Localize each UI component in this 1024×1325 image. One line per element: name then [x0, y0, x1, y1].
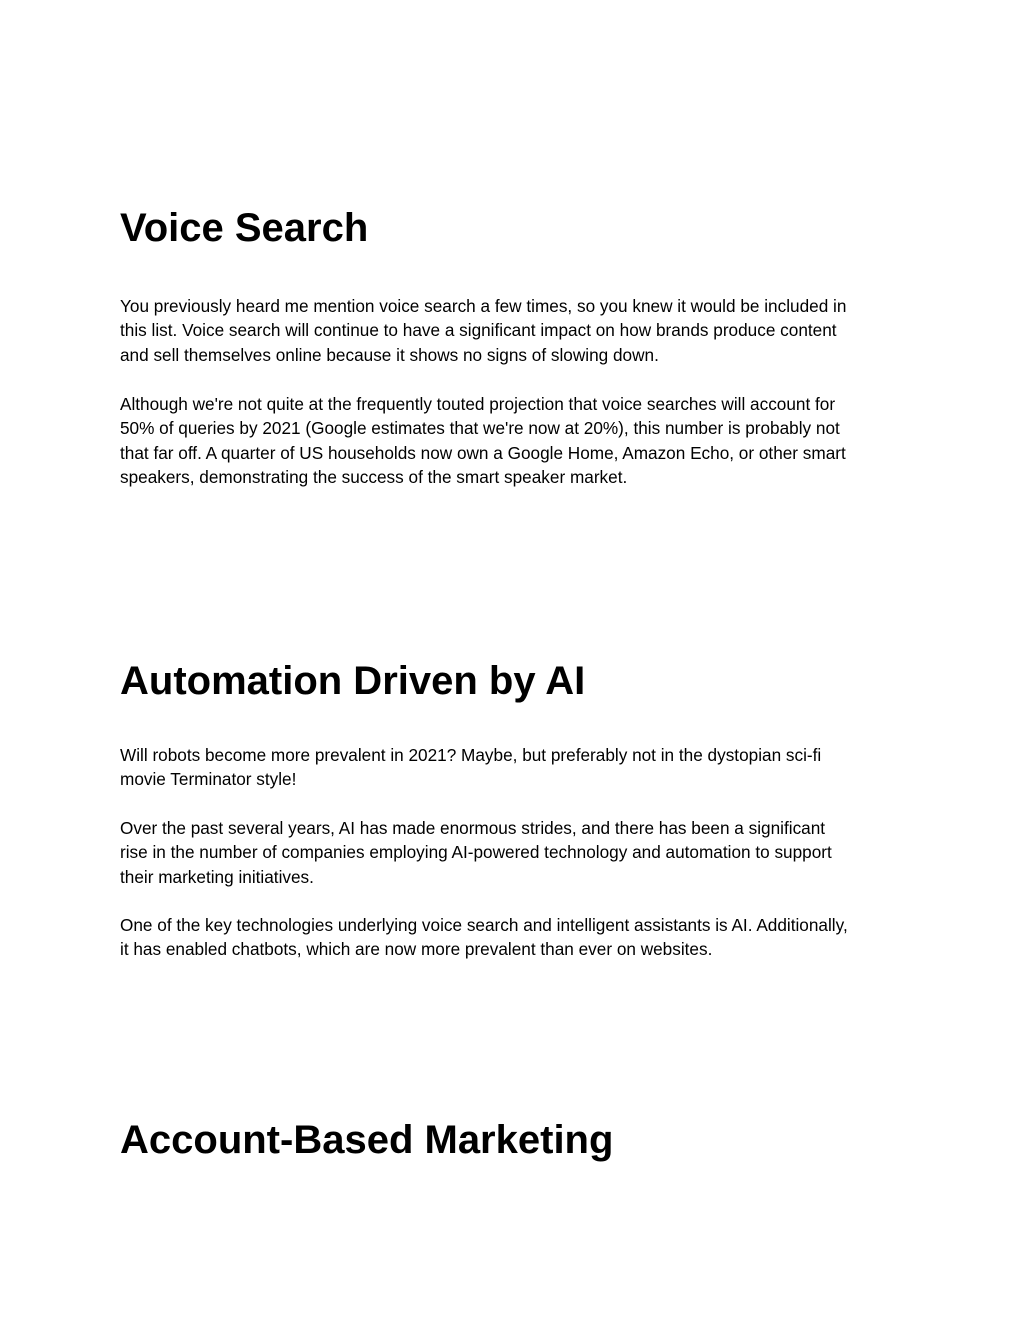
paragraph-voice-search-stats [120, 392, 910, 489]
text-line: Will robots become more prevalent in 2021? Maybe, but preferably not in the dystopian sci-fi [120, 745, 822, 765]
text-line: and sell themselves online because it shows no signs of slowing down. [120, 344, 659, 365]
text-line: 50% of queries by 2021 (Google estimates that we're now at 20%), this number is probably not [120, 418, 840, 439]
section-heading-ai-automation: Automation Driven by AI [120, 659, 586, 703]
text-line: it has enabled chatbots, which are now more prevalent than ever on websites. [120, 939, 713, 960]
text-line: rise in the number of companies employing AI-powered technology and automation to support [120, 842, 832, 863]
paragraph-ai-strides [120, 816, 910, 889]
text-line: speakers, demonstrating the success of the smart speaker market. [120, 466, 628, 487]
paragraph-ai-robots [120, 743, 910, 792]
paragraph-voice-search-intro [120, 294, 910, 367]
text-line: Although we're not quite at the frequently touted projection that voice searches will account for [120, 394, 836, 414]
paragraph-ai-chatbots [120, 913, 910, 962]
text-line: One of the key technologies underlying voice search and intelligent assistants is AI. Additionally, [120, 915, 848, 935]
section-heading-account-based-marketing: Account-Based Marketing [120, 1118, 614, 1162]
text-line: You previously heard me mention voice search a few times, so you knew it would be included in [120, 296, 847, 316]
text-line: that far off. A quarter of US households now own a Google Home, Amazon Echo, or other smart [120, 442, 846, 463]
text-line: this list. Voice search will continue to have a significant impact on how brands produce content [120, 320, 837, 341]
text-line: movie Terminator style! [120, 769, 297, 790]
text-line: Over the past several years, AI has made enormous strides, and there has been a significant [120, 818, 826, 838]
text-line: their marketing initiatives. [120, 866, 314, 887]
section-heading-voice-search: Voice Search [120, 206, 369, 250]
